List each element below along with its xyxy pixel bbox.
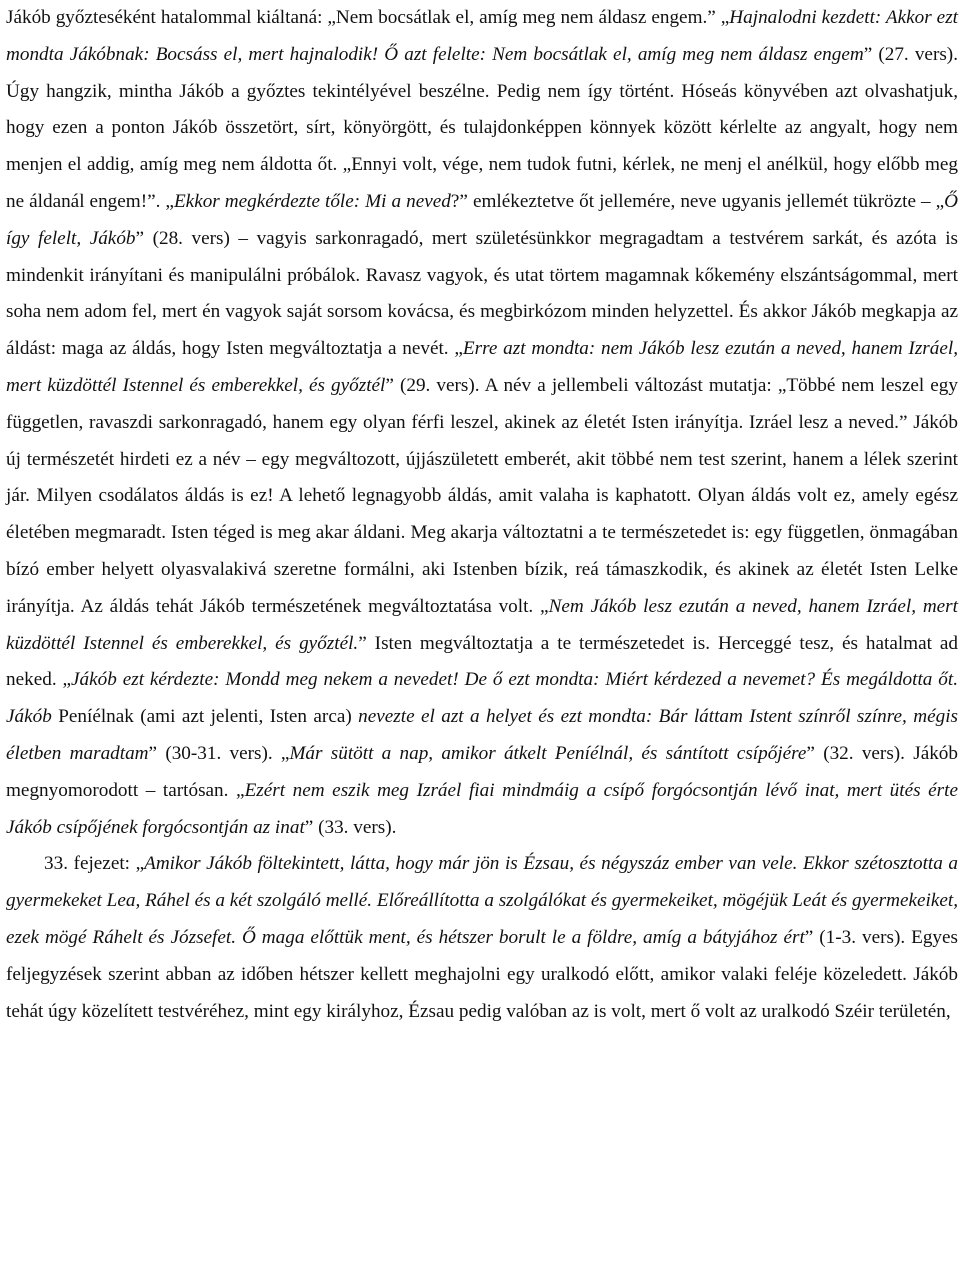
- text-run: ” (27. vers). Úgy hangzik, mintha Jákób a győztes tekintélyével beszélne. Pedig nem így történt. Hóseás könyvében azt olvashatjuk, hogy ezen a ponton Jákób összetört, sírt, könyörgött, és tulajdonképpen könnyek között kérlelte az angyalt, hogy nem menjen el addig, amíg meg nem áldotta őt. „Ennyi volt, vége, nem tudok futni, kérlek, ne menj el anélkül, hogy előbb meg ne áldanál engem!”. „: [6, 43, 958, 212]
- italic-quote-run: nevezte el azt a helyet és ezt mondta: Bár láttam Istent színről színre, mégis életben maradtam: [6, 706, 959, 764]
- paragraph-chapter-33: [6, 846, 958, 1030]
- italic-quote-run: Ekkor megkérdezte tőle: Mi a neved: [173, 190, 451, 212]
- text-run: ” (1-3. vers). Egyes feljegyzések szerint abban az időben hétszer kellett meghajolni egy uralkodó előtt, amikor valaki feléje közeledett. Jákób tehát úgy közelített testvéréhez, mint egy királyhoz, Ézsau pedig valóban az is volt, mert ő volt az uralkodó Széir területén,: [6, 926, 958, 1022]
- italic-quote-run: Ezért nem eszik meg Izráel fiai mindmáig a csípő forgócsontján lévő inat, mert ütés érte Jákób csípőjének forgócsontján az inat: [6, 779, 958, 838]
- italic-quote-run: Erre azt mondta: nem Jákób lesz ezután a neved, hanem Izráel, mert küzdöttél Istennel és emberekkel, és győztél: [6, 338, 958, 396]
- text-run: ” (33. vers).: [304, 816, 397, 838]
- italic-quote-run: Amikor Jákób föltekintett, látta, hogy már jön is Ézsau, és négyszáz ember van vele. Ekkor szétosztotta a gyermekeket Lea, Ráhel és a két szolgáló mellé. Előreállította a szolgálókat és gyermekeiket, mögéjük Leát és gyermekeiket, ezek mögé Ráhelt és Józsefet. Ő maga előttük ment, és hétszer borult le a földre, amíg a bátyjához ért: [6, 853, 958, 948]
- text-run: ” (32. vers). Jákób megnyomorodott – tartósan. „: [6, 742, 958, 801]
- text-run: Jákób győzteséként hatalommal kiáltaná: „Nem bocsátlak el, amíg meg nem áldasz engem.” „: [6, 7, 730, 28]
- text-run: ” (29. vers). A név a jellembeli változást mutatja: „Többé nem leszel egy független, ravaszdi sarkonragadó, hanem egy olyan férfi leszel, akinek az életét Isten irányítja. Izráel lesz a neved.” Jákób új természetét hirdeti ez a név – egy megváltozott, újjászületett emberét, akit többé nem test szerint, hanem a lélek szerint jár. Milyen csodálatos áldás is ez! A lehető legnagyobb áldás, amit valaha is kaphatott. Olyan áldás volt ez, amely egész életében megmaradt. Isten téged is meg akar áldani. Meg akarja változtatni a te természetedet is: egy független, önmagában bízó ember helyett olyasvalakivá szeretne formálni, aki Istenben bízik, reá támaszkodik, és akinek az életét Isten Lelke irányítja. Az áldás tehát Jákób természetének megváltoztatása volt. „: [6, 374, 958, 617]
- text-run: Peníélnak (ami azt jelenti, Isten arca): [58, 706, 359, 728]
- text-run: ” Isten megváltoztatja a te természetedet is. Herceggé tesz, és hatalmat ad neked. „: [6, 632, 958, 691]
- text-run: ” (28. vers) – vagyis sarkonragadó, mert születésünkkor megragadtam a testvérem sarkát, és azóta is mindenkit irányítani és manipulálni próbálok. Ravasz vagyok, és utat törtem magamnak kőkemény elszántságommal, mert soha nem adom fel, mert én vagyok saját sorsom kovácsa, és megbirkózom minden helyzettel. És akkor Jákób megkapja az áldást: maga az áldás, hogy Isten megváltoztatja a nevét. „: [6, 227, 958, 360]
- text-run: ” (30-31. vers). „: [148, 742, 290, 764]
- italic-quote-run: Ő így felelt, Jákób: [6, 190, 958, 249]
- italic-quote-run: Hajnalodni kezdett: Akkor ezt mondta Jákóbnak: Bocsáss el, mert hajnalodik! Ő azt felelte: Nem bocsátlak el, amíg meg nem áldasz engem: [6, 7, 958, 65]
- document-page: [6, 0, 958, 1030]
- italic-quote-run: Jákób ezt kérdezte: Mondd meg nekem a nevedet! De ő ezt mondta: Miért kérdezed a nevemet? És megáldotta őt. Jákób: [6, 669, 958, 728]
- paragraph-jacob-blessing: [6, 0, 958, 846]
- text-run: ?” emlékeztetve őt jellemére, neve ugyanis jellemét tükrözte – „: [450, 190, 945, 212]
- italic-quote-run: Nem Jákób lesz ezután a neved, hanem Izráel, mert küzdöttél Istennel és emberekkel, és győztél.: [6, 595, 958, 654]
- italic-quote-run: Már sütött a nap, amikor átkelt Peníélnál, és sántított csípőjére: [289, 742, 807, 764]
- text-run: 33. fejezet: „: [44, 853, 145, 875]
